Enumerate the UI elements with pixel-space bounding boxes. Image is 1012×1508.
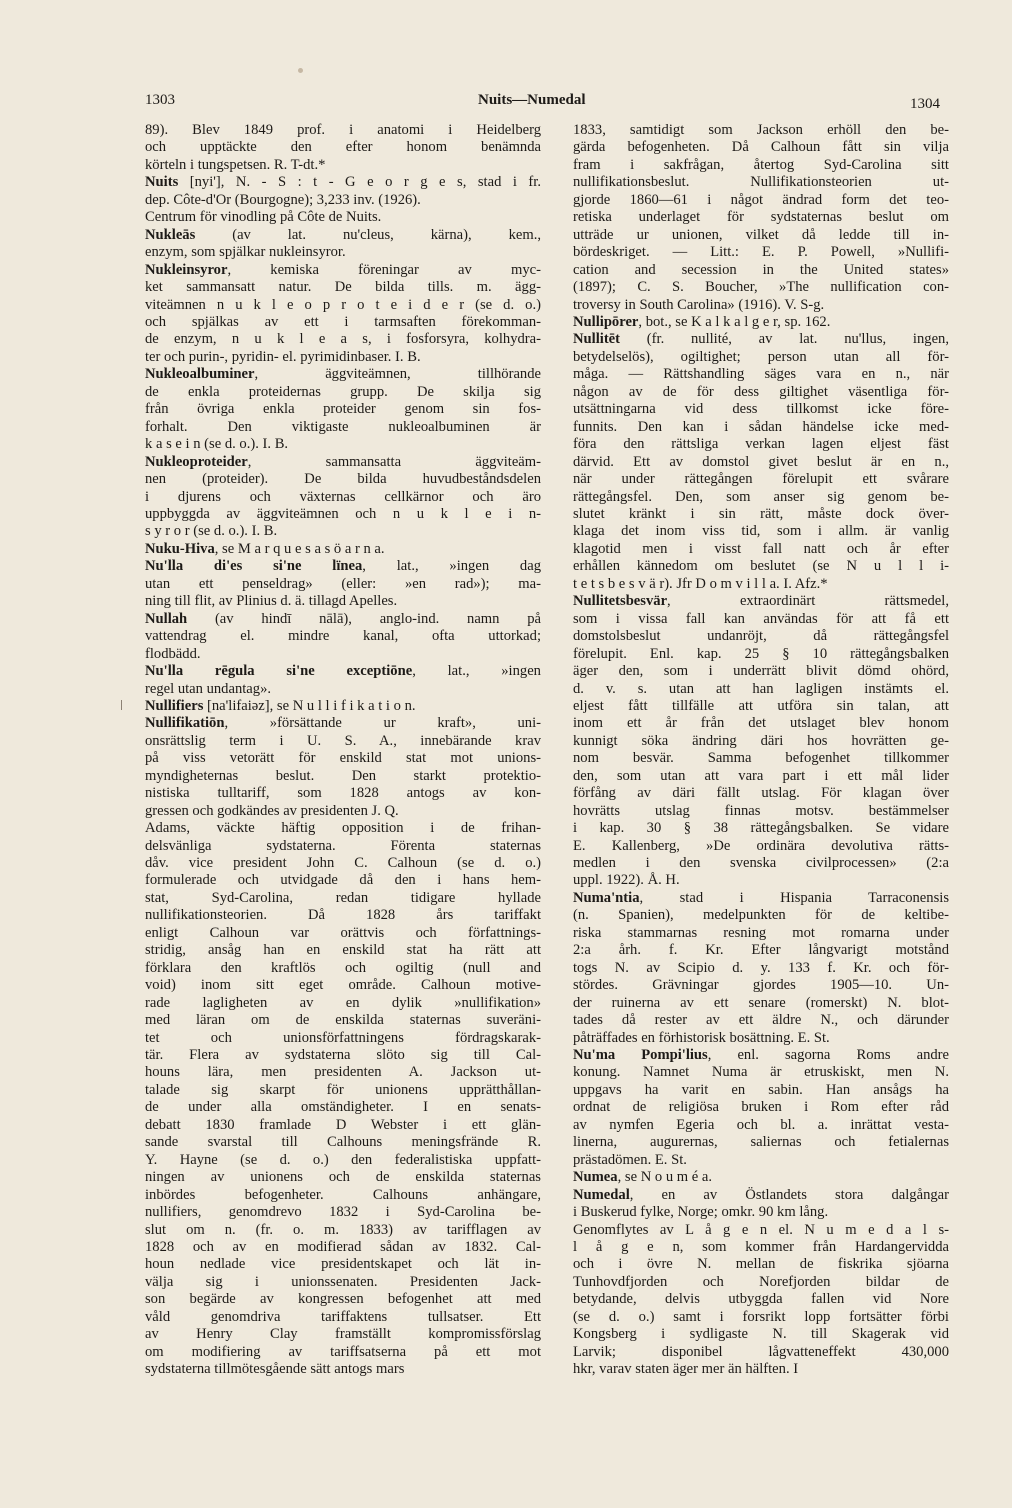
- text-line: Centrum för vinodling på Côte de Nuits.: [145, 209, 382, 226]
- text-line: 89). Blev 1849 prof. i anatomi i Heidelberg: [145, 122, 541, 138]
- text-line: utan ett penseldrag» (eller: »en rad»); ma-: [145, 575, 541, 592]
- text-line: klagotid men i visst fall natt och år efter: [573, 540, 949, 557]
- text-line: Nullitēt (fr. nullité, av lat. nu'llus, ingen,: [573, 331, 949, 348]
- text-line: forhalt. Den viktigaste nukleoalbuminen är: [145, 418, 541, 435]
- text-line: enligt Calhoun var orättvis och författnings-: [145, 924, 541, 941]
- text-line: E. Kallenberg, »De ordinära devolutiva rätts-: [573, 837, 949, 854]
- text-line: formulerade och utvidgade då den i hans hem-: [145, 872, 541, 889]
- text-line: d. v. s. utan att han lagligen instämts el.: [573, 680, 949, 697]
- text-line: ning till flit, av Plinius d. ä. tillagd Apelles.: [145, 593, 398, 610]
- text-line: prästadömen. E. St.: [573, 1151, 687, 1168]
- text-line: kunnigt söka ändring däri hos hovrätten ge-: [573, 732, 949, 749]
- text-line: förelupit. Enl. kap. 25 § 10 rättegångsbalken: [573, 645, 949, 662]
- text-line: uppbyggda av äggviteämnen och n u k l e i n-: [145, 505, 541, 522]
- text-line: Y. Hayne (se d. o.) den federalistiska uppfatt-: [145, 1151, 541, 1168]
- text-line: någon av de för dess giltighet väsentliga för-: [573, 383, 949, 400]
- text-line: Tunhovdfjorden och Norefjorden bildar de: [573, 1273, 949, 1290]
- text-line: när under rättegången förelupit ett svårare: [573, 471, 949, 488]
- text-line: onsrättslig term i U. S. A., innebärande krav: [145, 732, 541, 749]
- text-line: och i övre N. mellan de fiskrika sjöarna: [573, 1256, 949, 1273]
- text-line: myndigheternas beslut. Den starkt protektio-: [145, 767, 541, 784]
- page-number-left: 1303: [145, 92, 175, 108]
- text-line: viteämnen n u k l e o p r o t e i d e r (se d. o.): [145, 296, 541, 313]
- text-line: de enzym, n u k l e a s, i fosforsyra, kolhydra-: [145, 331, 541, 348]
- text-line: som i vissa fall kan användas för att få ett: [573, 610, 949, 627]
- page-number-right: 1304: [910, 96, 940, 112]
- text-line: hovrätts utslag finnas motsv. bestämmelser: [573, 802, 949, 819]
- text-line: togs N. av Scipio d. y. 133 f. Kr. och för-: [573, 959, 949, 976]
- text-line: Numedal, en av Östlandets stora dalgångar: [573, 1186, 949, 1203]
- text-line: Nuits [nyi'], N. - S : t - G e o r g e s, stad i fr.: [145, 174, 541, 191]
- text-line: äger den, som i underrätt blivit dömd ohörd,: [573, 663, 949, 680]
- text-line: påträffades en förhistorisk bosättning. E. St.: [573, 1029, 830, 1046]
- text-line: regel utan undantag».: [145, 680, 272, 697]
- text-line: fram i sakfrågan, återtog Syd-Carolina sitt: [573, 156, 949, 173]
- text-line: betydande, delvis utbyggda fallen vid Nore: [573, 1291, 949, 1308]
- text-line: 2:a årh. f. Kr. Efter långvarigt motstånd: [573, 942, 949, 959]
- text-line: slutet kränkt i sin rätt, måste dock över-: [573, 505, 949, 522]
- text-line: våld genomdriva tariffaktens tullsatser. Ett: [145, 1308, 541, 1325]
- text-line: på viss vetorätt för enskild stat mot unions-: [145, 750, 541, 767]
- text-line: Nukleoalbuminer, äggviteämnen, tillhörande: [145, 366, 541, 383]
- text-line: ter och purin-, pyridin- el. pyrimidinbaser. I. B.: [145, 348, 421, 365]
- text-line: delsvänliga sydstaterna. Förenta staternas: [145, 837, 541, 854]
- text-line: tär. Flera av sydstaterna slöto sig till Cal-: [145, 1047, 541, 1064]
- text-line: konung. Namnet Numa är etruskiskt, men N.: [573, 1064, 949, 1081]
- text-line: i kap. 30 § 38 rättegångsbalken. Se vidare: [573, 820, 949, 837]
- text-line: av Henry Clay framställt kompromissförslag: [145, 1326, 541, 1343]
- text-line: ningen av unionens och de enskilda staternas: [145, 1169, 541, 1186]
- text-line: houns lära, men presidenten A. Jackson ut-: [145, 1064, 541, 1081]
- text-line: och upptäckte den efter honom benämnda: [145, 139, 541, 156]
- text-line: (1897); C. S. Boucher, »The nullification con-: [573, 279, 949, 296]
- text-line: nistiska tulltariff, som 1828 antogs av kon-: [145, 785, 541, 802]
- text-line: Nullifikatiōn, »försättande ur kraft», uni-: [145, 715, 541, 732]
- text-line: vattendrag el. mindre kanal, ofta uttorkad;: [145, 628, 541, 645]
- text-line: flodbädd.: [145, 645, 201, 662]
- text-line: Nukleoproteider, sammansatta äggviteäm-: [145, 453, 541, 470]
- text-line: Nullifiers [na'lifaiəz], se N u l l i f i k a t i o n.: [145, 697, 416, 714]
- text-line: Nu'lla rēgula si'ne exceptiōne, lat., »ingen: [145, 663, 541, 680]
- text-line: 1828 och av en modifierad sådan av 1832. Cal-: [145, 1239, 541, 1255]
- text-line: dåv. vice president John C. Calhoun (se d. o.): [145, 855, 541, 872]
- text-line: klaga det inom viss tid, som i allm. är vanlig: [573, 523, 949, 540]
- text-line: Larvik; disponibel lågvatteneffekt 430,000: [573, 1343, 949, 1360]
- text-line: gjorde 1860—61 i något ändrad form det teo-: [573, 191, 949, 208]
- text-line: betydelselös), ogiltighet; person utan all för-: [573, 348, 949, 365]
- text-line: förfång av däri fällt utslag. För klagan över: [573, 785, 949, 802]
- text-line: nen (proteider). De bilda huvudbeståndsdelen: [145, 471, 541, 488]
- text-line: Nullitetsbesvär, extraordinärt rättsmedel,: [573, 593, 949, 610]
- text-line: talade sig skarpt för unionens upprätthållan-: [145, 1081, 541, 1098]
- text-line: sande svarstal till Calhouns meningsfrände R.: [145, 1134, 541, 1151]
- text-line: Nuku-Hiva, se M a r q u e s a s ö a r n a.: [145, 540, 385, 557]
- text-line: tet och unionsförfattningens fördragskarak-: [145, 1029, 541, 1046]
- text-line: nullifiers, genomdrevo 1832 i Syd-Carolina be-: [145, 1204, 541, 1221]
- text-line: (n. Spanien), medelpunkten för de keltibe-: [573, 907, 949, 924]
- running-header: Nuits—Numedal: [478, 92, 586, 108]
- text-line: Nullipōrer, bot., se K a l k a l g e r, sp. 162.: [573, 313, 831, 330]
- text-line: i djurens och växternas cellkärnor och äro: [145, 488, 541, 505]
- text-line: och spjälkas av ett i tarmsaften förekomman-: [145, 313, 541, 330]
- text-line: cation and secession in the United states»: [573, 261, 949, 278]
- text-line: Nukleās (av lat. nu'cleus, kärna), kem.,: [145, 226, 541, 243]
- text-line: k a s e i n (se d. o.). I. B.: [145, 436, 289, 453]
- text-line: ordnat de religiösa bruken i Rom efter råd: [573, 1099, 949, 1116]
- text-line: Adams, väckte häftig opposition i de frihan-: [145, 820, 541, 837]
- text-line: debatt 1830 framlade D Webster i ett glän-: [145, 1116, 541, 1133]
- text-line: s y r o r (se d. o.). I. B.: [145, 523, 278, 540]
- text-line: (se d. o.) samt i forsrikt lopp fortsätter förbi: [573, 1308, 949, 1325]
- text-line: linerna, augurernas, saliernas och fetialernas: [573, 1134, 949, 1151]
- text-line: Kongsberg i sydligaste N. till Skagerak vid: [573, 1326, 949, 1343]
- text-line: de enkla proteidernas grupp. De skilja sig: [145, 383, 541, 400]
- right-column: [573, 122, 949, 1379]
- text-line: de under alla omständigheter. I en senats-: [145, 1099, 541, 1116]
- text-line: Nu'lla di'es si'ne lïnea, lat., »ingen dag: [145, 558, 541, 575]
- text-line: erhållen kännedom om beslutet (se N u l l i-: [573, 558, 949, 575]
- text-line: Nullah (av hindī nālā), anglo-ind. namn på: [145, 610, 541, 627]
- text-line: stat, Syd-Carolina, redan tidigare hyllade: [145, 889, 541, 906]
- text-line: förklara den kraftlös och ogiltig (null and: [145, 959, 541, 976]
- text-line: av nymfen Egeria och bl. a. inrättat vesta-: [573, 1116, 949, 1133]
- text-line: medlen i den svenska civilprocessen» (2:a: [573, 855, 949, 872]
- text-line: der ruinerna av ett senare (romerskt) N. blot-: [573, 994, 949, 1011]
- text-line: uppl. 1922). Å. H.: [573, 872, 680, 889]
- margin-mark: [121, 700, 122, 710]
- text-line: tades då rester av ett äldre N., och därunder: [573, 1012, 949, 1029]
- text-line: stridig, ansåg han en enskild stat ha rätt att: [145, 942, 541, 959]
- text-line: eljest fått tillfälle att utföra sin talan, att: [573, 697, 949, 714]
- text-line: utsättningarna vid dess tillkomst icke före-: [573, 401, 949, 418]
- text-line: med läran om de enskilda staternas suveräni-: [145, 1012, 541, 1029]
- text-line: därvid. Ett av domstol givet beslut är en n.,: [573, 453, 949, 470]
- text-line: 1833, samtidigt som Jackson erhöll den be-: [573, 122, 949, 138]
- text-line: l å g e n, som kommer från Hardangervidda: [573, 1239, 949, 1255]
- text-line: void) inom sitt eget område. Calhoun motive-: [145, 977, 541, 994]
- text-line: Genomflytes av L å g e n el. N u m e d a l s-: [573, 1221, 949, 1238]
- text-line: Nukleinsyror, kemiska föreningar av myc-: [145, 261, 541, 278]
- text-line: Numea, se N o u m é a.: [573, 1169, 713, 1186]
- text-line: den, som utan att vara part i ett mål lider: [573, 767, 949, 784]
- text-line: rättegångsfel. Den, som anser sig genom be-: [573, 488, 949, 505]
- text-line: körteln i tungspetsen. R. T-dt.*: [145, 156, 326, 173]
- left-column: [145, 122, 541, 1379]
- text-line: troversy in South Carolina» (1916). V. S-g.: [573, 296, 825, 313]
- text-line: domstolsbeslut undanröjt, då rättegångsfel: [573, 628, 949, 645]
- text-line: från övriga enkla proteider genom sin fos-: [145, 401, 541, 418]
- text-line: nom besvär. Samma befogenhet tillkommer: [573, 750, 949, 767]
- text-line: riska stammarnas resning mot romarna under: [573, 924, 949, 941]
- text-line: gärda befogenheten. Då Calhoun fått sin vilja: [573, 139, 949, 156]
- text-line: houn nedlade vice presidentskapet och lät in-: [145, 1256, 541, 1273]
- paper-spot: [298, 68, 303, 73]
- text-line: Nu'ma Pompi'lius, enl. sagorna Roms andre: [573, 1047, 949, 1064]
- text-line: gressen och godkändes av presidenten J. Q.: [145, 802, 399, 819]
- text-line: uppgavs ha varit en sabin. Han ansågs ha: [573, 1081, 949, 1098]
- text-line: måga. — Rättshandling säges vara en n., när: [573, 366, 949, 383]
- text-line: i Buskerud fylke, Norge; omkr. 90 km lång.: [573, 1204, 829, 1221]
- text-line: Numa'ntia, stad i Hispania Tarraconensis: [573, 889, 949, 906]
- text-line: nullifikationsbeslut. Nullifikationsteorien ut-: [573, 174, 949, 191]
- text-line: ket sammansatt natur. De bilda tills. m. ägg-: [145, 279, 541, 296]
- text-line: slut om n. (fr. o. m. 1833) av tarifflagen av: [145, 1221, 541, 1238]
- text-line: bördeskriget. — Litt.: E. P. Powell, »Nullifi-: [573, 244, 949, 261]
- text-line: utträde ur unionen, vilket då ledde till in-: [573, 226, 949, 243]
- text-line: nullifikationsteorien. Då 1828 års tariffakt: [145, 907, 541, 924]
- text-line: föra den rättsliga verkan lagen eljest fäst: [573, 436, 949, 453]
- text-line: funnits. Den kan i sådan händelse icke med-: [573, 418, 949, 435]
- text-line: retiska underlaget för sydstaternas beslut om: [573, 209, 949, 226]
- text-line: sydstaterna tillmötesgående sätt antogs mars: [145, 1361, 405, 1378]
- text-line: inbördes befogenheter. Calhouns anhängare,: [145, 1186, 541, 1203]
- text-line: hkr, varav staten äger mer än hälften. I: [573, 1361, 799, 1378]
- text-line: rade lagligheten av en dylik »nullifikation»: [145, 994, 541, 1011]
- text-line: dep. Côte-d'Or (Bourgogne); 3,233 inv. (1926).: [145, 191, 421, 208]
- text-line: son begärde av kongressen befogenhet att med: [145, 1291, 541, 1308]
- text-line: om modifiering av tariffsatserna på ett mot: [145, 1343, 541, 1360]
- text-line: enzym, som spjälkar nukleinsyror.: [145, 244, 346, 261]
- text-line: stördes. Grävningar gjordes 1905—10. Un-: [573, 977, 949, 994]
- text-line: inom ett år från det utslaget blev honom: [573, 715, 949, 732]
- text-line: t e t s b e s v ä r). Jfr D o m v i l l a. I. Afz.*: [573, 575, 828, 592]
- text-line: välja sig i unionssenaten. Presidenten Jack-: [145, 1273, 541, 1290]
